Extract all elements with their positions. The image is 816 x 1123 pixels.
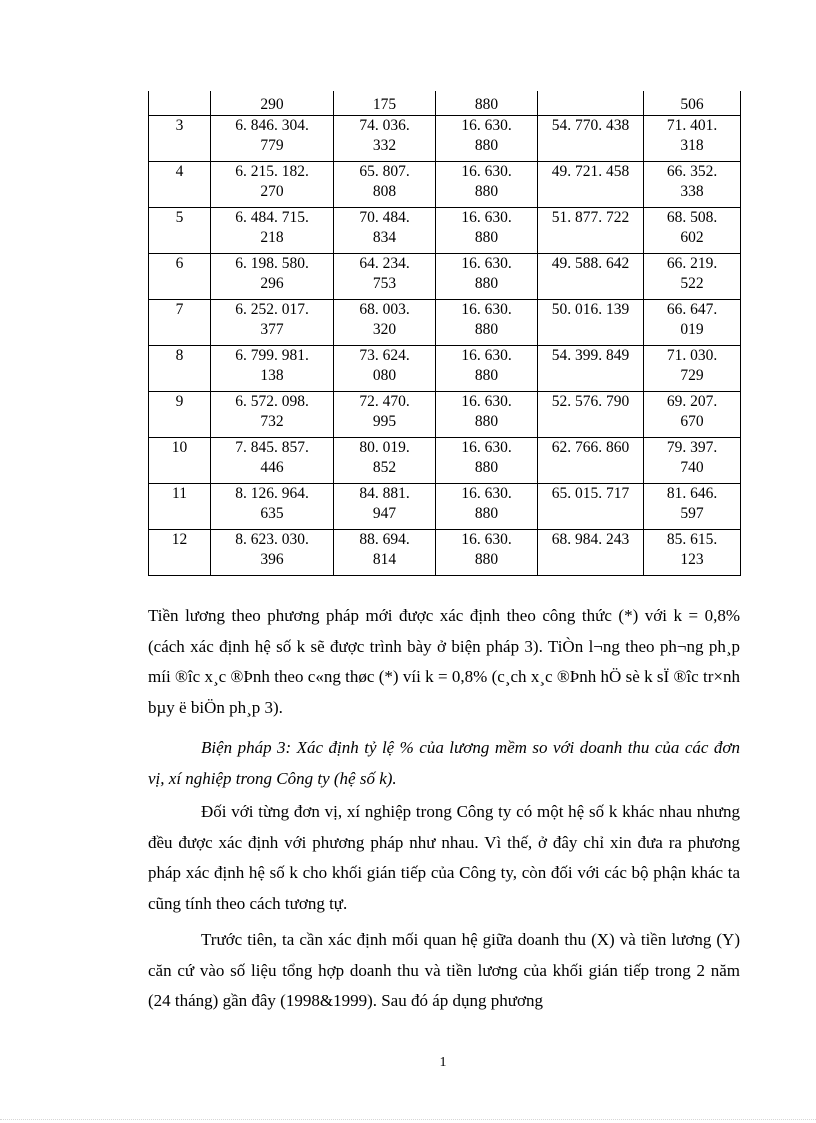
table-cell: 66. 219. 522 [644, 254, 741, 300]
table-cell: 16. 630. 880 [436, 254, 538, 300]
table-cell: 68. 508. 602 [644, 208, 741, 254]
table-cell: 6. 484. 715. 218 [211, 208, 334, 254]
table-cell [149, 91, 211, 116]
table-cell: 84. 881. 947 [334, 484, 436, 530]
table-cell: 69. 207. 670 [644, 392, 741, 438]
table-cell: 51. 877. 722 [538, 208, 644, 254]
table-cell: 72. 470. 995 [334, 392, 436, 438]
table-cell: 16. 630. 880 [436, 392, 538, 438]
table-cell: 6. 215. 182. 270 [211, 162, 334, 208]
page-number: 1 [439, 1055, 447, 1070]
table-cell: 49. 588. 642 [538, 254, 644, 300]
table-cell: 79. 397. 740 [644, 438, 741, 484]
table-row [149, 116, 741, 162]
table-cell: 11 [149, 484, 211, 530]
paragraph-revenue-salary-relation: Trước tiên, ta cần xác định mối quan hệ giữa doanh thu (X) và tiền lương (Y) căn cứ vào số liệu tổng hợp doanh thu và tiền lương của khối gián tiếp trong 2 năm (24 tháng) gần đây (1998&1999). Sau đó áp dụng phương [148, 930, 740, 1010]
table-cell: 85. 615. 123 [644, 530, 741, 576]
table-cell: 506 [644, 91, 741, 116]
table-cell: 7 [149, 300, 211, 346]
table-row [149, 484, 741, 530]
table-row [149, 530, 741, 576]
table-cell: 88. 694. 814 [334, 530, 436, 576]
table-row [149, 208, 741, 254]
table-cell: 73. 624. 080 [334, 346, 436, 392]
table-cell: 50. 016. 139 [538, 300, 644, 346]
table-cell: 6. 799. 981. 138 [211, 346, 334, 392]
table-cell: 7. 845. 857. 446 [211, 438, 334, 484]
table-row [149, 254, 741, 300]
table-cell: 8. 623. 030. 396 [211, 530, 334, 576]
paragraph-measure-3-heading: Biện pháp 3: Xác định tỷ lệ % của lương mềm so với doanh thu của các đơn vị, xí nghiệp trong Công ty (hệ số k). [148, 738, 740, 788]
table-cell: 68. 003. 320 [334, 300, 436, 346]
table-row [149, 300, 741, 346]
table-cell: 6 [149, 254, 211, 300]
table-cell: 80. 019. 852 [334, 438, 436, 484]
table-cell: 65. 807. 808 [334, 162, 436, 208]
table-cell: 16. 630. 880 [436, 208, 538, 254]
table-cell: 66. 647. 019 [644, 300, 741, 346]
table-cell: 70. 484. 834 [334, 208, 436, 254]
table-cell: 16. 630. 880 [436, 530, 538, 576]
table-cell: 71. 401. 318 [644, 116, 741, 162]
table-cell: 5 [149, 208, 211, 254]
table-cell: 54. 399. 849 [538, 346, 644, 392]
table-cell: 8. 126. 964. 635 [211, 484, 334, 530]
table-cell: 49. 721. 458 [538, 162, 644, 208]
table-cell: 81. 646. 597 [644, 484, 741, 530]
table-cell: 6. 198. 580. 296 [211, 254, 334, 300]
table-cell: 62. 766. 860 [538, 438, 644, 484]
table-cell: 8 [149, 346, 211, 392]
table-cell: 16. 630. 880 [436, 162, 538, 208]
table-row [149, 438, 741, 484]
table-cell: 3 [149, 116, 211, 162]
table-cell: 64. 234. 753 [334, 254, 436, 300]
table-cell: 12 [149, 530, 211, 576]
table-row [149, 346, 741, 392]
data-table [148, 91, 741, 576]
table-row [149, 162, 741, 208]
table-cell: 6. 846. 304. 779 [211, 116, 334, 162]
table-cell: 71. 030. 729 [644, 346, 741, 392]
table-cell: 65. 015. 717 [538, 484, 644, 530]
table-cell: 16. 630. 880 [436, 438, 538, 484]
table-cell: 66. 352. 338 [644, 162, 741, 208]
table-row [149, 91, 741, 116]
table-cell: 10 [149, 438, 211, 484]
page-bottom-divider [0, 1119, 816, 1120]
paragraph-salary-formula: Tiền lương theo phương pháp mới được xác định theo công thức (*) với k = 0,8% (cách xác định hệ số k sẽ được trình bày ở biện pháp 3). TiÒn l¬ng theo ph¬ng ph¸p míi ®îc x¸c ®Þnh theo c«ng thøc (*) víi k = 0,8% (c¸ch x¸c ®Þnh hÖ sè k sÏ ®îc tr×nh bµy ë biÖn ph¸p 3). [148, 606, 740, 717]
table-cell: 6. 572. 098. 732 [211, 392, 334, 438]
table-cell: 16. 630. 880 [436, 116, 538, 162]
table-cell [538, 91, 644, 116]
table-cell: 52. 576. 790 [538, 392, 644, 438]
table-cell: 6. 252. 017. 377 [211, 300, 334, 346]
paragraph-units-coefficient: Đối với từng đơn vị, xí nghiệp trong Công ty có một hệ số k khác nhau nhưng đều được xác định với phương pháp như nhau. Vì thế, ở đây chỉ xin đưa ra phương pháp xác định hệ số k cho khối gián tiếp của Công ty, còn đối với các bộ phận khác ta cũng tính theo cách tương tự. [148, 802, 740, 913]
table-cell: 9 [149, 392, 211, 438]
table-row [149, 392, 741, 438]
table-cell: 880 [436, 91, 538, 116]
table-cell: 16. 630. 880 [436, 300, 538, 346]
table-cell: 175 [334, 91, 436, 116]
table-cell: 68. 984. 243 [538, 530, 644, 576]
table-cell: 54. 770. 438 [538, 116, 644, 162]
table-cell: 4 [149, 162, 211, 208]
table-cell: 290 [211, 91, 334, 116]
table-cell: 16. 630. 880 [436, 484, 538, 530]
table-cell: 16. 630. 880 [436, 346, 538, 392]
table-cell: 74. 036. 332 [334, 116, 436, 162]
